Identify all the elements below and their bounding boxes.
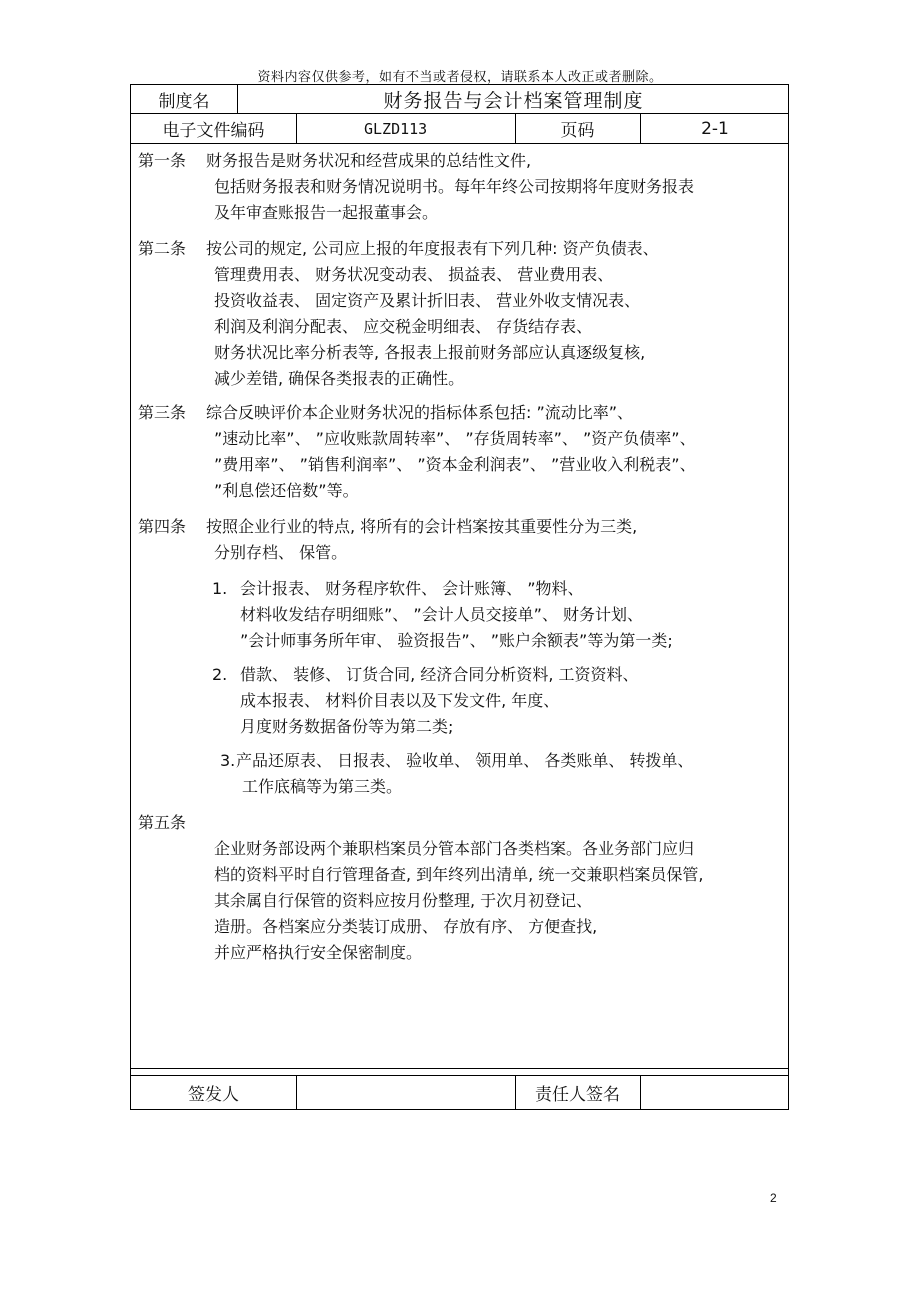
- article-4-line: 按照企业行业的特点, 将所有的会计档案按其重要性分为三类,: [206, 517, 638, 536]
- page-label: 页码: [560, 121, 595, 141]
- list-item-line: 工作底稿等为第三类。: [242, 777, 403, 796]
- article-1-line: 财务报告是财务状况和经营成果的总结性文件,: [206, 151, 532, 170]
- article-4-label: 第四条: [138, 517, 187, 536]
- page-value: 2-1: [701, 118, 729, 139]
- list-item-line: 成本报表、 材料价目表以及下发文件, 年度、: [240, 691, 560, 710]
- article-4-line: 分别存档、 保管。: [214, 543, 348, 562]
- article-5-line: 企业财务部设两个兼职档案员分管本部门各类档案。各业务部门应归: [214, 839, 695, 858]
- name-label: 制度名: [158, 91, 210, 112]
- article-2-line: 管理费用表、 财务状况变动表、 损益表、 营业费用表、: [214, 265, 614, 284]
- list-item-line: ”会计师事务所年审、 验资报告”、 ”账户余额表”等为第一类;: [240, 631, 673, 650]
- code-label: 电子文件编码: [162, 121, 265, 141]
- article-1-line: 及年审查账报告一起报董事会。: [214, 203, 439, 222]
- list-item-line: 会计报表、 财务程序软件、 会计账簿、 ”物料、: [240, 579, 584, 598]
- article-1-label: 第一条: [138, 151, 187, 170]
- article-3-line: ”速动比率”、 ”应收账款周转率”、 ”存货周转率”、 ”资产负债率”、: [214, 429, 696, 448]
- list-item-number: 2.: [212, 665, 228, 684]
- list-item-line: 材料收发结存明细账”、 ”会计人员交接单”、 财务计划、: [240, 605, 644, 624]
- article-5-label: 第五条: [138, 813, 187, 832]
- article-2-line: 财务状况比率分析表等, 各报表上报前财务部应认真逐级复核,: [214, 343, 646, 362]
- article-2-line: 按公司的规定, 公司应上报的年度报表有下列几种: 资产负债表、: [206, 239, 659, 258]
- disclaimer-text: 资料内容仅供参考，如有不当或者侵权，请联系本人改正或者删除。: [257, 70, 663, 85]
- list-item-number: 3.: [220, 751, 236, 770]
- list-item-number: 1.: [212, 579, 228, 598]
- article-2-line: 利润及利润分配表、 应交税金明细表、 存货结存表、: [214, 317, 593, 336]
- signer-label: 签发人: [188, 1085, 239, 1105]
- article-5-line: 其余属自行保管的资料应按月份整理, 于次月初登记、: [214, 891, 593, 910]
- article-3-line: ”利息偿还倍数”等。: [214, 481, 359, 500]
- article-2-line: 减少差错, 确保各类报表的正确性。: [214, 369, 465, 388]
- article-5-line: 并应严格执行安全保密制度。: [214, 943, 423, 962]
- list-item-line: 产品还原表、 日报表、 验收单、 领用单、 各类账单、 转拨单、: [236, 751, 694, 770]
- code-value: GLZD113: [364, 119, 428, 138]
- article-3-line: 综合反映评价本企业财务状况的指标体系包括: ”流动比率”、: [206, 403, 634, 422]
- article-3-label: 第三条: [138, 403, 187, 422]
- article-5-line: 造册。各档案应分类装订成册、 存放有序、 方便查找,: [214, 917, 598, 936]
- article-2-label: 第二条: [138, 239, 187, 258]
- list-item-line: 借款、 装修、 订货合同, 经济合同分析资料, 工资资料、: [240, 665, 639, 684]
- responsible-signature-field[interactable]: [640, 1076, 790, 1109]
- signature-row: [130, 1075, 789, 1110]
- page-number: 2: [770, 1191, 777, 1205]
- article-2-line: 投资收益表、 固定资产及累计折旧表、 营业外收支情况表、: [214, 291, 641, 310]
- responsible-label: 责任人签名: [535, 1085, 620, 1105]
- article-5-line: 档的资料平时自行管理备查, 到年终列出清单, 统一交兼职档案员保管,: [214, 865, 704, 884]
- signer-field[interactable]: [296, 1076, 515, 1109]
- article-1-line: 包括财务报表和财务情况说明书。每年年终公司按期将年度财务报表: [214, 177, 695, 196]
- article-3-line: ”费用率”、 ”销售利润率”、 ”资本金利润表”、 ”营业收入利税表”、: [214, 455, 696, 474]
- document-title: 财务报告与会计档案管理制度: [383, 89, 644, 112]
- list-item-line: 月度财务数据备份等为第二类;: [240, 717, 454, 736]
